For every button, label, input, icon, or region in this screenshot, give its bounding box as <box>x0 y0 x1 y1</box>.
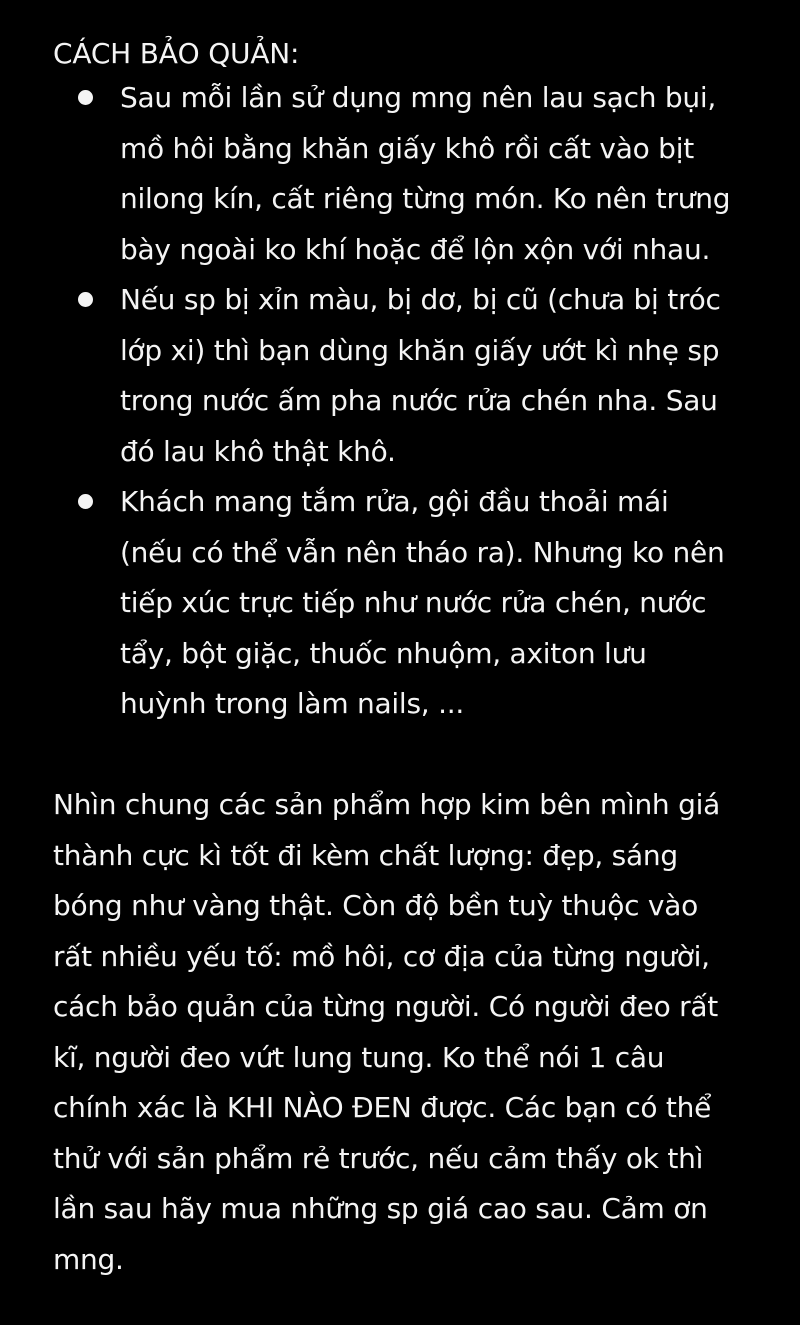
paragraph-line: Nhìn chung các sản phẩm hợp kim bên mình giá <box>53 788 721 821</box>
list-item-line: đó lau khô thật khô. <box>120 434 396 468</box>
note-content <box>53 35 773 1276</box>
list-item <box>53 73 753 275</box>
list-item-line: nilong kín, cất riêng từng món. Ko nên trưng <box>120 182 731 215</box>
paragraph-line: chính xác là KHI NÀO ĐEN được. Các bạn có thể <box>53 1091 712 1124</box>
list-item-line: lớp xi) thì bạn dùng khăn giấy ướt kì nhẹ sp <box>120 333 720 367</box>
summary-paragraph <box>53 780 720 1285</box>
paragraph-line: thành cực kì tốt đi kèm chất lượng: đẹp, sáng <box>53 838 678 872</box>
paragraph-line: rất nhiều yếu tố: mồ hôi, cơ địa của từng người, <box>53 939 710 973</box>
paragraph-line: bóng như vàng thật. Còn độ bền tuỳ thuộc vào <box>53 889 699 922</box>
bullet-icon <box>78 292 93 307</box>
list-item-line: tẩy, bột giặc, thuốc nhuộm, axiton lưu <box>120 636 647 670</box>
list-item-line: Sau mỗi lần sử dụng mng nên lau sạch bụi, <box>120 81 717 114</box>
list-item-line: mồ hôi bằng khăn giấy khô rồi cất vào bịt <box>120 131 694 165</box>
paragraph-line: mng. <box>53 1242 124 1276</box>
list-item-line: Khách mang tắm rửa, gội đầu thoải mái <box>120 485 669 518</box>
care-instructions-list <box>53 73 773 730</box>
list-item-line: Nếu sp bị xỉn màu, bị dơ, bị cũ (chưa bị tróc <box>120 283 721 316</box>
list-item-line: bày ngoài ko khí hoặc để lộn xộn với nhau. <box>120 232 711 266</box>
bullet-icon <box>78 90 93 105</box>
list-item-line: (nếu có thể vẫn nên tháo ra). Nhưng ko nên <box>120 535 725 569</box>
note-heading: CÁCH BẢO QUẢN: <box>53 37 300 70</box>
list-item-line: tiếp xúc trực tiếp như nước rửa chén, nước <box>120 586 707 619</box>
bullet-icon <box>78 494 93 509</box>
list-item-line: huỳnh trong làm nails, ... <box>120 687 465 720</box>
paragraph-line: kĩ, người đeo vứt lung tung. Ko thể nói 1 câu <box>53 1040 665 1074</box>
list-item-line: trong nước ấm pha nước rửa chén nha. Sau <box>120 384 718 417</box>
paragraph-line: cách bảo quản của từng người. Có người đeo rất <box>53 990 719 1023</box>
paragraph-line: lần sau hãy mua những sp giá cao sau. Cảm ơn <box>53 1192 708 1225</box>
paragraph-line: thử với sản phẩm rẻ trước, nếu cảm thấy ok thì <box>53 1141 704 1175</box>
list-item <box>53 477 753 730</box>
list-item <box>53 275 753 477</box>
